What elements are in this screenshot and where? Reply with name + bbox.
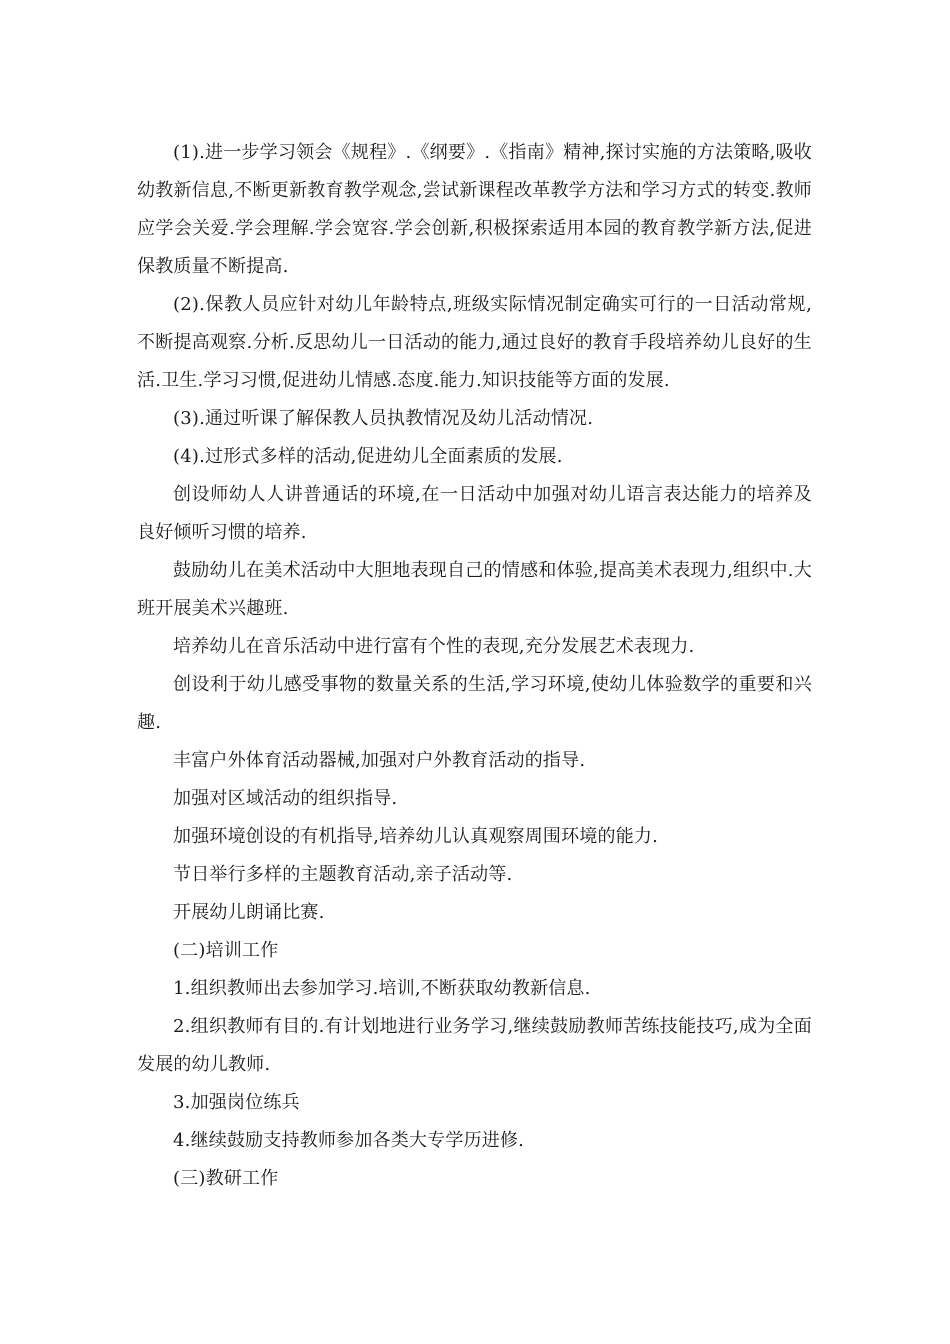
- paragraph-holiday-activities: 节日举行多样的主题教育活动,亲子活动等.: [173, 864, 513, 885]
- paragraph-music-activities: 培养幼儿在音乐活动中进行富有个性的表现,充分发展艺术表现力.: [173, 636, 695, 657]
- paragraph-environment-creation: 加强环境创设的有机指导,培养幼儿认真观察周围环境的能力.: [173, 826, 659, 847]
- paragraph-art-activities: 鼓励幼儿在美术活动中大胆地表现自己的情感和体验,提高美术表现力,组织中.大班开展美术兴趣班.: [137, 560, 812, 619]
- paragraph-training-item-3: 3.加强岗位练兵: [173, 1092, 300, 1113]
- section-heading-teaching-research: (三)教研工作: [173, 1168, 279, 1189]
- paragraph-training-item-4: 4.继续鼓励支持教师参加各类大专学历进修.: [173, 1130, 525, 1151]
- paragraph-lesson-observation: (3).通过听课了解保教人员执教情况及幼儿活动情况.: [173, 408, 594, 429]
- paragraph-study-guidelines: (1).进一步学习领会《规程》.《纲要》.《指南》精神,探讨实施的方法策略,吸收幼教新信息,不断更新教育教学观念,尝试新课程改革教学方法和学习方式的转变.教师应学会关爱.学会理解.学会宽容.学会创新,积极探索适用本园的教育教学新方法,促进保教质量不断提高.: [137, 142, 812, 277]
- paragraph-diverse-activities: (4).过形式多样的活动,促进幼儿全面素质的发展.: [173, 446, 563, 467]
- paragraph-area-activities: 加强对区域活动的组织指导.: [173, 788, 398, 809]
- document-body: [137, 134, 812, 1198]
- paragraph-recitation-contest: 开展幼儿朗诵比赛.: [173, 902, 325, 923]
- section-heading-training: (二)培训工作: [173, 940, 279, 961]
- paragraph-outdoor-sports: 丰富户外体育活动器械,加强对户外教育活动的指导.: [173, 750, 586, 771]
- paragraph-math-environment: 创设利于幼儿感受事物的数量关系的生活,学习环境,使幼儿体验数学的重要和兴趣.: [137, 674, 812, 733]
- paragraph-training-item-2: 2.组织教师有目的.有计划地进行业务学习,继续鼓励教师苦练技能技巧,成为全面发展的幼儿教师.: [137, 1016, 812, 1075]
- paragraph-training-item-1: 1.组织教师出去参加学习.培训,不断获取幼教新信息.: [173, 978, 591, 999]
- paragraph-mandarin-environment: 创设师幼人人讲普通话的环境,在一日活动中加强对幼儿语言表达能力的培养及良好倾听习惯的培养.: [137, 484, 812, 543]
- paragraph-daily-routine: (2).保教人员应针对幼儿年龄特点,班级实际情况制定确实可行的一日活动常规,不断提高观察.分析.反思幼儿一日活动的能力,通过良好的教育手段培养幼儿良好的生活.卫生.学习习惯,促进幼儿情感.态度.能力.知识技能等方面的发展.: [137, 294, 812, 391]
